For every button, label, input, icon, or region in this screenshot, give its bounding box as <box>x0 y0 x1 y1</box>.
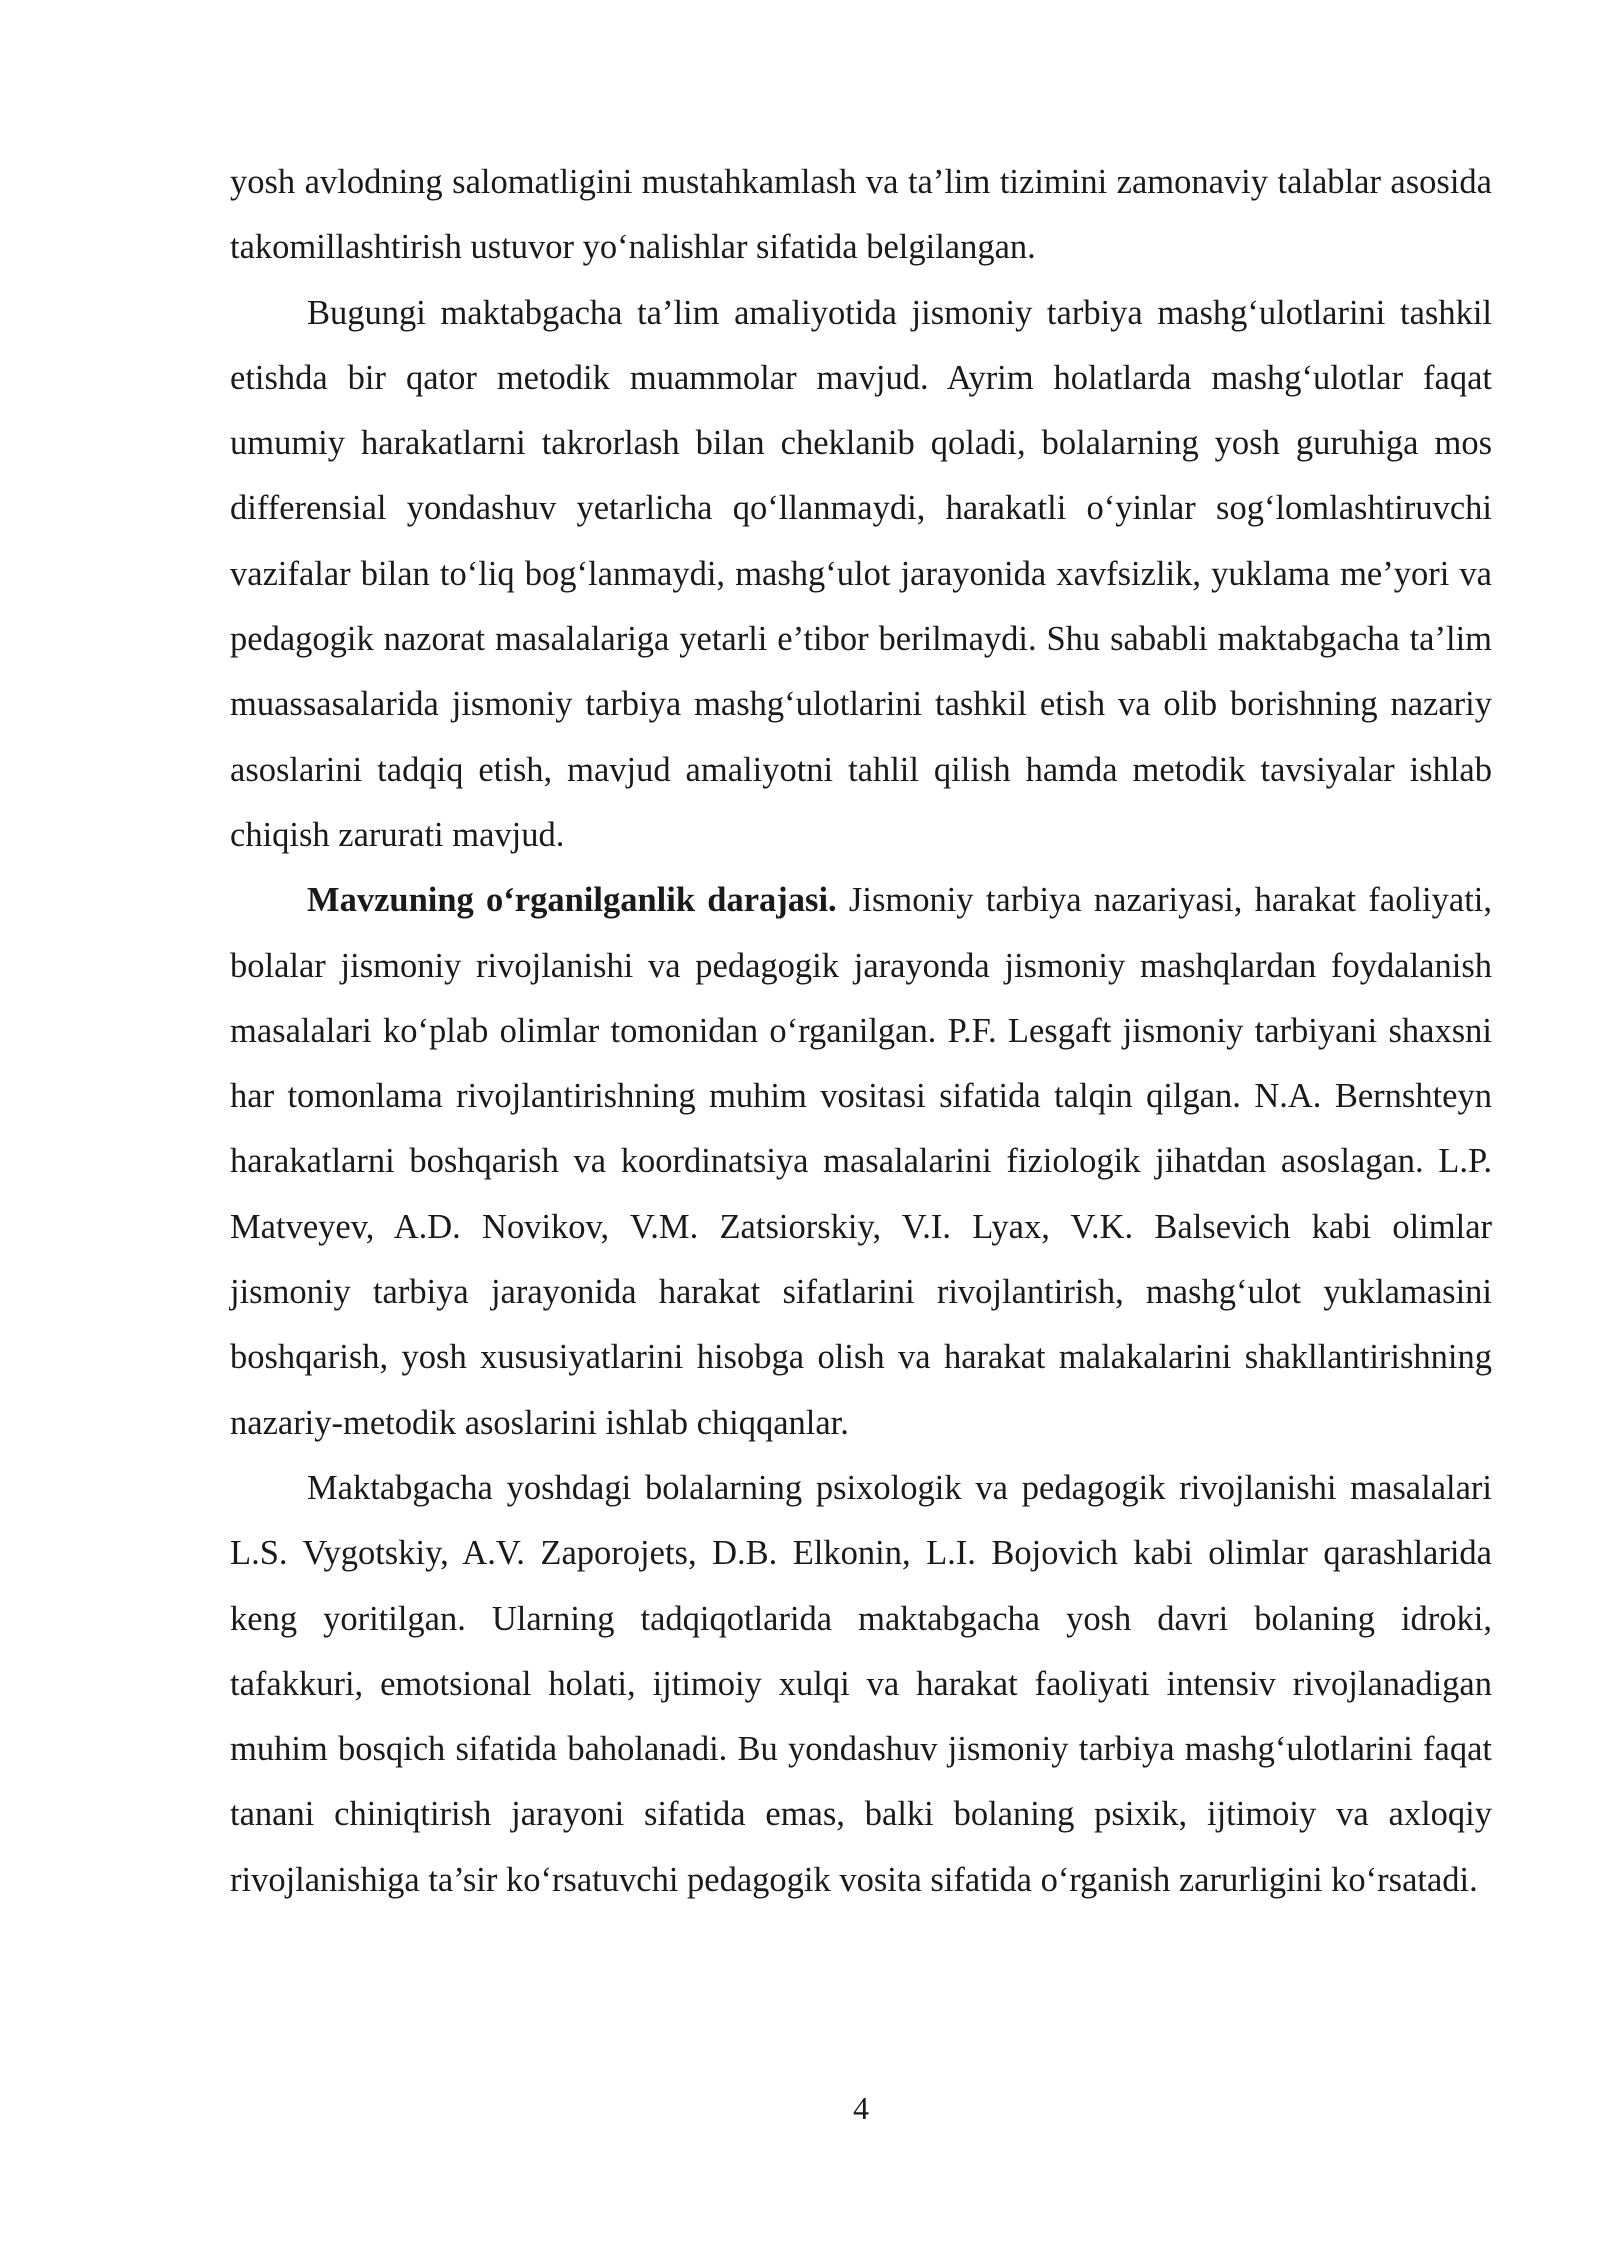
paragraph-text: Maktabgacha yoshdagi bolalarning psixologik va pedagogik rivojlanishi masalalari L.S. Vygotskiy, A.V. Zaporojets, D.B. Elkonin, L.I. Bojovich kabi olimlar qarashlarida keng yoritilgan. Ularning tadqiqotlarida maktabgacha yosh davri bolaning idroki, tafakkuri, emotsional holati, ijtimoiy xulqi va harakat faoliyati intensiv rivojlanadigan muhim bosqich sifatida baholanadi. Bu yondashuv jismoniy tarbiya mashg‘ulotlarini faqat tanani chiniqtirish jarayoni sifatida emas, balki bolaning psixik, ijtimoiy va axloqiy rivojlanishiga ta’sir ko‘rsatuvchi pedagogik vosita sifatida o‘rganish zarurligini ko‘rsatadi. <box>230 1468 1492 1899</box>
paragraph-text: Bugungi maktabgacha ta’lim amaliyotida jismoniy tarbiya mashg‘ulotlarini tashkil etishda bir qator metodik muammolar mavjud. Ayrim holatlarda mashg‘ulotlar faqat umumiy harakatlarni takrorlash bilan cheklanib qoladi, bolalarning yosh guruhiga mos differensial yondashuv yetarlicha qo‘llanmaydi, harakatli o‘yinlar sog‘lomlashtiruvchi vazifalar bilan to‘liq bog‘lanmaydi, mashg‘ulot jarayonida xavfsizlik, yuklama me’yori va pedagogik nazorat masalalariga yetarli e’tibor berilmaydi. Shu sababli maktabgacha ta’lim muassasalarida jismoniy tarbiya mashg‘ulotlarini tashkil etish va olib borishning nazariy asoslarini tadqiq etish, mavjud amaliyotni tahlil qilish hamda metodik tavsiyalar ishlab chiqish zarurati mavjud. <box>230 293 1492 854</box>
paragraph-study-degree <box>230 868 1492 1456</box>
paragraph-methodological-problems <box>230 281 1492 869</box>
paragraph-heading: Mavzuning o‘rganilganlik darajasi. <box>307 881 837 920</box>
paragraph-psychology <box>230 1456 1492 1913</box>
paragraph-text: yosh avlodning salomatligini mustahkamlash va ta’lim tizimini zamonaviy talablar asosida takomillashtirish ustuvor yo‘nalishlar sifatida belgilangan. <box>230 163 1492 267</box>
document-body <box>230 150 1492 1913</box>
page-number: 4 <box>853 2090 869 2126</box>
paragraph-continuation <box>230 150 1492 281</box>
paragraph-text: Jismoniy tarbiya nazariyasi, harakat faoliyati, bolalar jismoniy rivojlanishi va pedagogik jarayonda jismoniy mashqlardan foydalanish masalalari ko‘plab olimlar tomonidan o‘rganilgan. P.F. Lesgaft jismoniy tarbiyani shaxsni har tomonlama rivojlantirishning muhim vositasi sifatida talqin qilgan. N.A. Bernshteyn harakatlarni boshqarish va koordinatsiya masalalarini fiziologik jihatdan asoslagan. L.P. Matveyev, A.D. Novikov, V.M. Zatsiorskiy, V.I. Lyax, V.K. Balsevich kabi olimlar jismoniy tarbiya jarayonida harakat sifatlarini rivojlantirish, mashg‘ulot yuklamasini boshqarish, yosh xususiyatlarini hisobga olish va harakat malakalarini shakllantirishning nazariy-metodik asoslarini ishlab chiqqanlar. <box>230 881 1492 1442</box>
